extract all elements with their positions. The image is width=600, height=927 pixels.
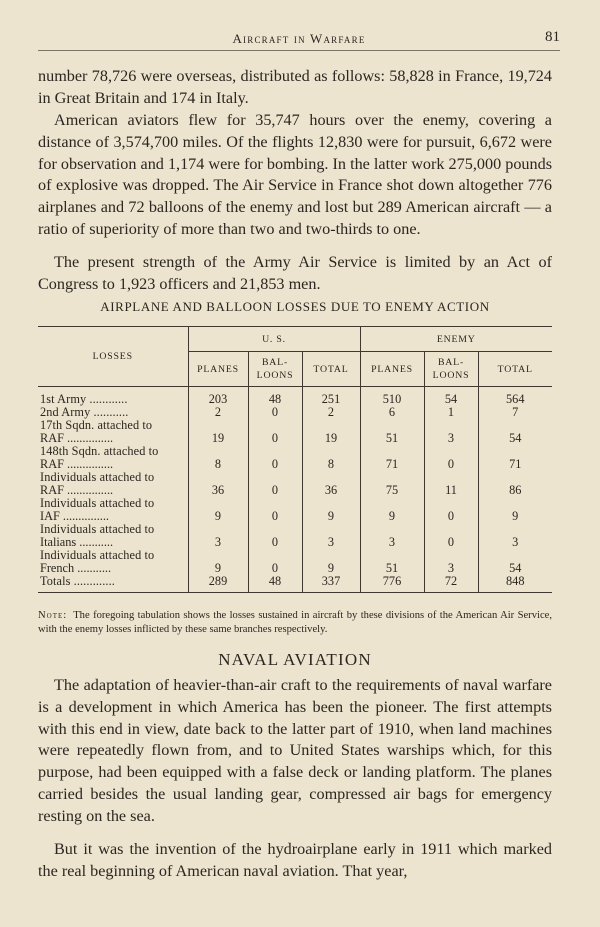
cell-us-planes: 9 bbox=[188, 549, 248, 575]
cell-us-total: 36 bbox=[302, 471, 360, 497]
table-row bbox=[38, 387, 552, 407]
cell-en-total: 71 bbox=[478, 445, 552, 471]
cell-en-total: 54 bbox=[478, 549, 552, 575]
cell-us-total: 251 bbox=[302, 387, 360, 407]
cell-en-planes: 51 bbox=[360, 419, 424, 445]
cell-en-balloons: 0 bbox=[424, 523, 478, 549]
note-text: The foregoing tabulation shows the losses sustained in aircraft by these divisions of the American Air Service, with the enemy losses inflicted by these same branches respectively. bbox=[38, 610, 552, 635]
row-label-line: Individuals attached to bbox=[40, 548, 155, 562]
cell-en-planes: 71 bbox=[360, 445, 424, 471]
cell-us-planes: 289 bbox=[188, 575, 248, 593]
column-header-enemy-total: TOTAL bbox=[478, 352, 552, 387]
cell-en-planes: 6 bbox=[360, 406, 424, 419]
cell-en-balloons: 1 bbox=[424, 406, 478, 419]
cell-en-total: 54 bbox=[478, 419, 552, 445]
cell-en-balloons: 0 bbox=[424, 445, 478, 471]
note-label: Note: bbox=[38, 610, 68, 621]
cell-us-balloons: 0 bbox=[248, 406, 302, 419]
row-label bbox=[38, 387, 188, 407]
cell-us-total: 9 bbox=[302, 497, 360, 523]
row-label bbox=[38, 575, 188, 593]
cell-en-balloons: 0 bbox=[424, 497, 478, 523]
cell-en-balloons: 3 bbox=[424, 419, 478, 445]
cell-us-total: 9 bbox=[302, 549, 360, 575]
paragraph-aviator-statistics: American aviators flew for 35,747 hours over the enemy, covering a distance of 3,574,700 miles. Of the flights 12,830 were for pursuit, 6,672 were for observation and 1,174 were for bombing. In the latter work 275,000 pounds of explosive was dropped. The Air Service in France shot down altogether 776 airplanes and 72 balloons of the enemy and lost but 289 American aircraft — a ratio of superiority of more than two and two-thirds to one. bbox=[38, 111, 552, 238]
cell-en-total: 3 bbox=[478, 523, 552, 549]
cell-us-total: 2 bbox=[302, 406, 360, 419]
column-header-losses: LOSSES bbox=[38, 327, 188, 387]
row-label-line: 2nd Army ........... bbox=[40, 405, 129, 419]
row-label-line: 17th Sqdn. attached to bbox=[40, 418, 153, 432]
cell-us-balloons: 0 bbox=[248, 549, 302, 575]
row-label-line: RAF ............... bbox=[40, 483, 114, 497]
cell-us-planes: 203 bbox=[188, 387, 248, 407]
cell-en-planes: 3 bbox=[360, 523, 424, 549]
cell-en-balloons: 3 bbox=[424, 549, 478, 575]
page-number: 81 bbox=[545, 29, 560, 45]
cell-en-planes: 51 bbox=[360, 549, 424, 575]
row-label bbox=[38, 445, 188, 471]
cell-en-planes: 510 bbox=[360, 387, 424, 407]
table-row bbox=[38, 575, 552, 593]
cell-us-planes: 9 bbox=[188, 497, 248, 523]
cell-en-planes: 75 bbox=[360, 471, 424, 497]
paragraph-overseas-distribution: number 78,726 were overseas, distributed as follows: 58,828 in France, 19,724 in Great Britain and 174 in Italy. bbox=[38, 67, 552, 107]
column-group-us: U. S. bbox=[188, 327, 360, 352]
running-title: Aircraft in Warfare bbox=[232, 31, 366, 46]
table-row bbox=[38, 523, 552, 549]
row-label-line: 1st Army ............ bbox=[40, 392, 128, 406]
row-label-line: IAF ............... bbox=[40, 509, 110, 523]
cell-en-total: 564 bbox=[478, 387, 552, 407]
row-label-line: Individuals attached to bbox=[40, 470, 155, 484]
losses-table bbox=[38, 326, 552, 593]
cell-us-total: 8 bbox=[302, 445, 360, 471]
cell-en-balloons: 11 bbox=[424, 471, 478, 497]
table-title: AIRPLANE AND BALLOON LOSSES DUE TO ENEMY ACTION bbox=[100, 299, 490, 314]
column-header-us-balloons: BAL- LOONS bbox=[248, 352, 302, 387]
row-label-line: 148th Sqdn. attached to bbox=[40, 444, 159, 458]
cell-us-balloons: 48 bbox=[248, 575, 302, 593]
losses-table-body bbox=[38, 387, 552, 593]
row-label-line: Individuals attached to bbox=[40, 522, 155, 536]
row-label bbox=[38, 497, 188, 523]
table-row bbox=[38, 549, 552, 575]
cell-us-planes: 36 bbox=[188, 471, 248, 497]
cell-us-balloons: 0 bbox=[248, 471, 302, 497]
cell-us-total: 337 bbox=[302, 575, 360, 593]
cell-us-balloons: 0 bbox=[248, 523, 302, 549]
cell-en-total: 86 bbox=[478, 471, 552, 497]
paragraph-hydroairplane: But it was the invention of the hydroairplane early in 1911 which marked the real beginning of American naval aviation. That year, bbox=[38, 840, 552, 880]
cell-us-planes: 2 bbox=[188, 406, 248, 419]
table-row bbox=[38, 445, 552, 471]
row-label bbox=[38, 549, 188, 575]
cell-en-total: 848 bbox=[478, 575, 552, 593]
paragraph-naval-adaptation: The adaptation of heavier-than-air craft to the requirements of naval warfare is a development in which America has been the pioneer. The first attempts with this end in view, date back to the latter part of 1910, when land machines were repeatedly flown from, and to United States warships which, for this purpose, had been equipped with a false deck or landing platform. The planes carried besides the usual landing gear, compressed air bags for emergency resting on the sea. bbox=[38, 676, 552, 825]
row-label-line: Italians ........... bbox=[40, 535, 114, 549]
paragraph-air-service-strength: The present strength of the Army Air Service is limited by an Act of Congress to 1,923 officers and 21,853 men. bbox=[38, 253, 552, 293]
table-note bbox=[38, 609, 552, 636]
cell-us-total: 3 bbox=[302, 523, 360, 549]
column-header-us-planes: PLANES bbox=[188, 352, 248, 387]
cell-us-total: 19 bbox=[302, 419, 360, 445]
section-heading: NAVAL AVIATION bbox=[218, 650, 372, 669]
row-label-line: RAF ............... bbox=[40, 431, 114, 445]
cell-us-balloons: 0 bbox=[248, 497, 302, 523]
row-label-line: Totals ............. bbox=[40, 574, 115, 588]
column-header-enemy-planes: PLANES bbox=[360, 352, 424, 387]
page-header bbox=[38, 28, 560, 51]
cell-us-planes: 3 bbox=[188, 523, 248, 549]
row-label-line: Individuals attached to bbox=[40, 496, 155, 510]
row-label-line: French ........... bbox=[40, 561, 112, 575]
cell-en-balloons: 72 bbox=[424, 575, 478, 593]
row-label bbox=[38, 419, 188, 445]
column-header-us-total: TOTAL bbox=[302, 352, 360, 387]
column-group-enemy: ENEMY bbox=[360, 327, 552, 352]
row-label bbox=[38, 523, 188, 549]
cell-en-total: 9 bbox=[478, 497, 552, 523]
row-label-line: RAF ............... bbox=[40, 457, 114, 471]
table-row bbox=[38, 419, 552, 445]
cell-us-planes: 19 bbox=[188, 419, 248, 445]
cell-us-planes: 8 bbox=[188, 445, 248, 471]
row-label bbox=[38, 471, 188, 497]
cell-us-balloons: 0 bbox=[248, 419, 302, 445]
cell-en-planes: 776 bbox=[360, 575, 424, 593]
cell-us-balloons: 48 bbox=[248, 387, 302, 407]
table-row bbox=[38, 497, 552, 523]
cell-en-planes: 9 bbox=[360, 497, 424, 523]
cell-en-balloons: 54 bbox=[424, 387, 478, 407]
column-header-enemy-balloons: BAL- LOONS bbox=[424, 352, 478, 387]
cell-us-balloons: 0 bbox=[248, 445, 302, 471]
table-row bbox=[38, 471, 552, 497]
cell-en-total: 7 bbox=[478, 406, 552, 419]
